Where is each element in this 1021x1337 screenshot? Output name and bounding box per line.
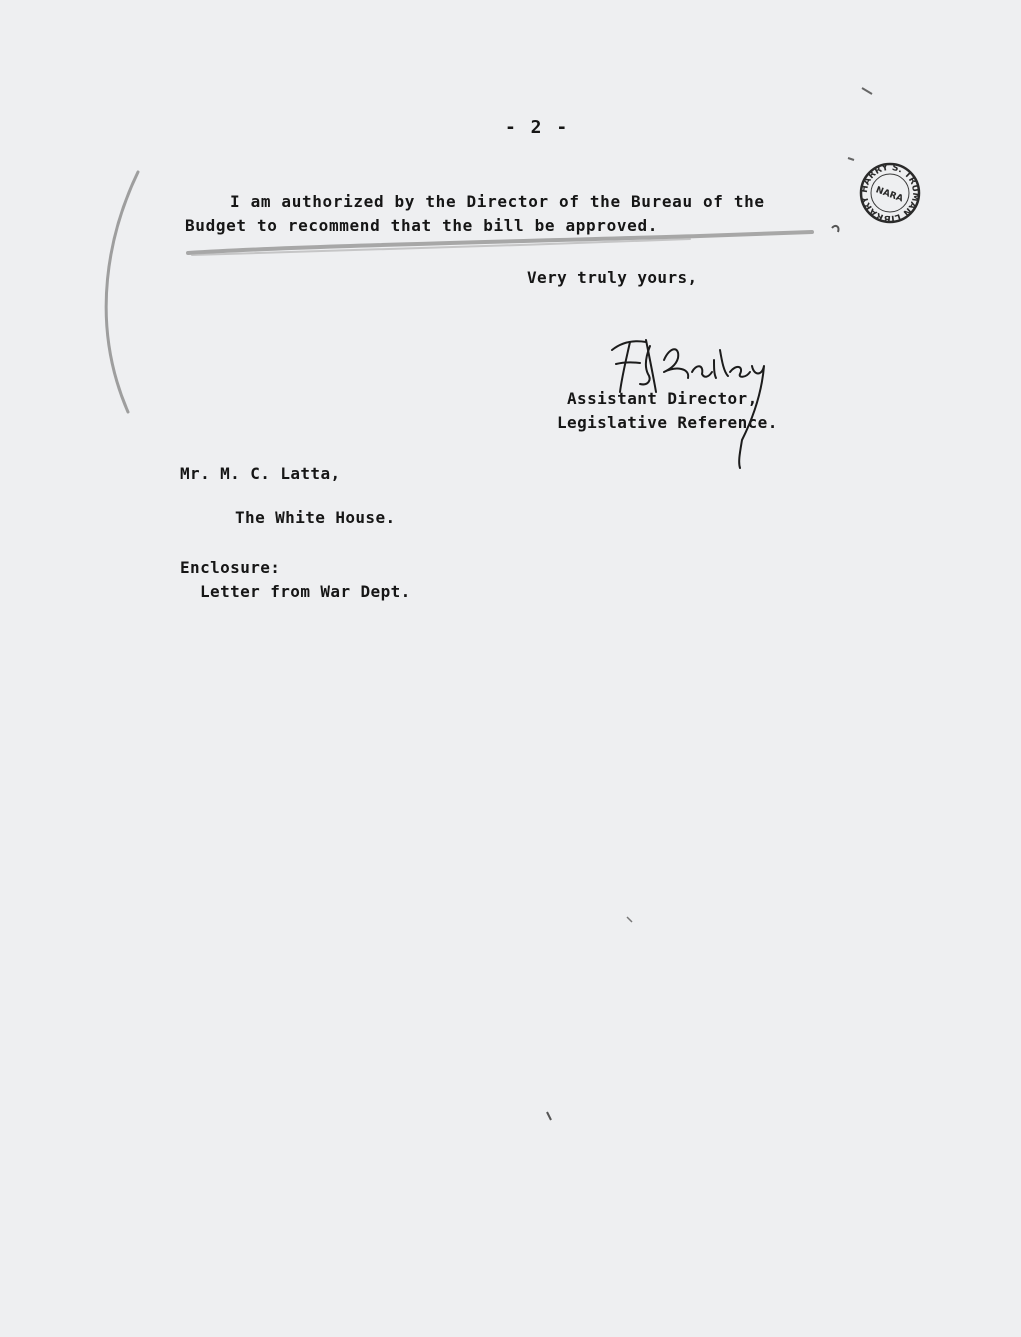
enclosure-item: Letter from War Dept. (200, 582, 411, 601)
stamp-ring-text: HARRY S. TRUMAN LIBRARY (859, 162, 921, 224)
recipient-name: Mr. M. C. Latta, (180, 464, 341, 483)
stamp-center-text: NARA (874, 185, 905, 205)
library-stamp (860, 163, 921, 223)
body-text-line-1: I am authorized by the Director of the Bureau of the (230, 192, 765, 211)
recipient-address: The White House. (235, 508, 396, 527)
signer-title-line-1: Assistant Director, (567, 389, 758, 408)
margin-pencil-arc (106, 172, 138, 412)
page-number: - 2 - (505, 117, 570, 138)
closing-salutation: Very truly yours, (527, 268, 698, 287)
body-text-line-2: Budget to recommend that the bill be approved. (185, 216, 659, 235)
enclosure-label: Enclosure: (180, 558, 281, 577)
signer-title-line-2: Legislative Reference. (557, 413, 778, 432)
